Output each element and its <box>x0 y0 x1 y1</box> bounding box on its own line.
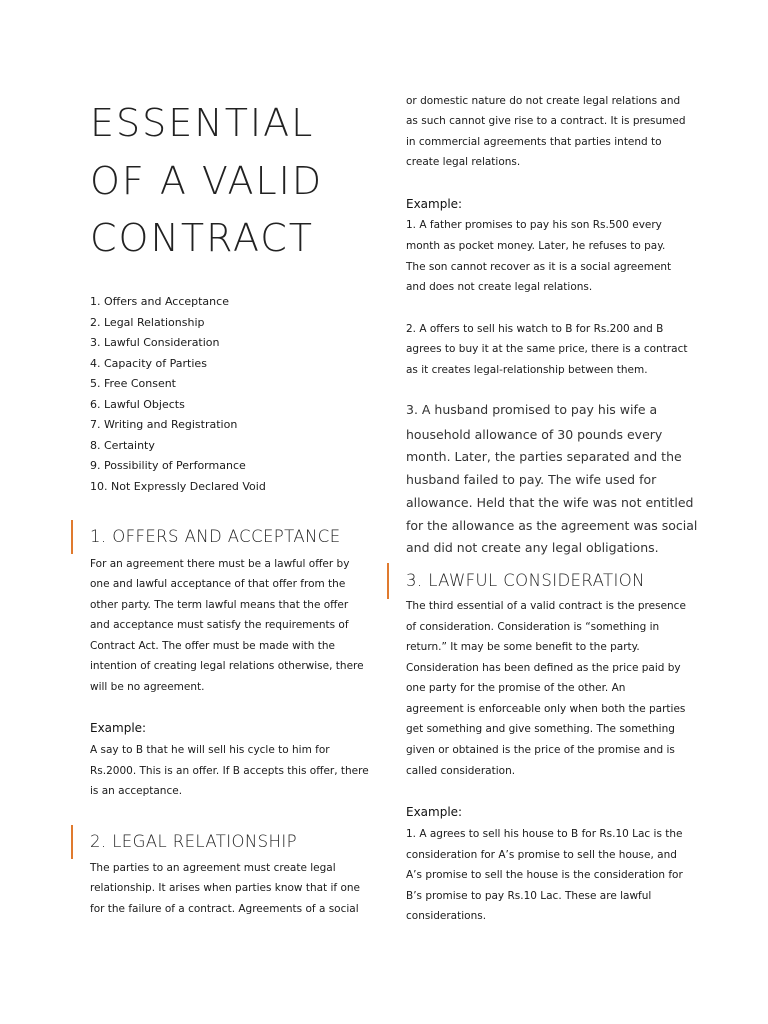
body-line: allowance. Held that the wife was not entitled <box>406 495 694 510</box>
body-line: one party for the promise of the other. An <box>406 682 626 694</box>
list-item: 2. Legal Relationship <box>90 316 205 329</box>
example-label: Example: <box>406 197 463 211</box>
body-line: one and lawful acceptance of that offer from the <box>90 578 346 590</box>
body-line: in commercial agreements that parties intend to <box>406 136 662 148</box>
body-line: Contract Act. The offer must be made with the <box>90 640 335 652</box>
body-line: month. Later, the parties separated and the <box>406 449 682 464</box>
body-line: as it creates legal-relationship between them. <box>406 364 648 376</box>
body-line: 2. A offers to sell his watch to B for Rs.200 and B <box>406 323 664 335</box>
body-line: return.” It may be some benefit to the party. <box>406 641 640 653</box>
body-line: and acceptance must satisfy the requirements of <box>90 619 349 631</box>
section-heading-offers: 1. OFFERS AND ACCEPTANCE <box>90 527 341 546</box>
section-accent-bar <box>387 563 389 599</box>
body-line: The third essential of a valid contract is the presence <box>406 600 686 612</box>
list-item: 6. Lawful Objects <box>90 398 185 411</box>
body-line: will be no agreement. <box>90 681 205 693</box>
example-label: Example: <box>406 805 463 819</box>
body-line: for the failure of a contract. Agreements of a social <box>90 903 359 915</box>
body-line: relationship. It arises when parties know that if one <box>90 882 361 894</box>
list-item: 5. Free Consent <box>90 377 176 390</box>
body-line: Consideration has been defined as the price paid by <box>406 662 681 674</box>
body-line: as such cannot give rise to a contract. It is presumed <box>406 115 686 127</box>
body-line: Rs.2000. This is an offer. If B accepts this offer, there <box>90 765 369 777</box>
section-accent-bar <box>71 825 73 859</box>
page-title-line-3: CONTRACT <box>90 216 315 260</box>
body-line: consideration for A’s promise to sell the house, and <box>406 849 677 861</box>
body-line: or domestic nature do not create legal relations and <box>406 95 681 107</box>
section-accent-bar <box>71 520 73 554</box>
list-item: 7. Writing and Registration <box>90 418 238 431</box>
list-item: 4. Capacity of Parties <box>90 357 207 370</box>
body-line: and does not create legal relations. <box>406 281 593 293</box>
body-line: get something and give something. The something <box>406 723 675 735</box>
list-item: 9. Possibility of Performance <box>90 459 246 472</box>
body-line: A say to B that he will sell his cycle to him for <box>90 744 330 756</box>
body-line: create legal relations. <box>406 156 521 168</box>
body-line: For an agreement there must be a lawful offer by <box>90 558 350 570</box>
page-title-line-2: OF A VALID <box>90 159 324 203</box>
body-line: 3. A husband promised to pay his wife a <box>406 402 658 417</box>
body-line: The parties to an agreement must create legal <box>90 862 336 874</box>
body-line: called consideration. <box>406 765 516 777</box>
body-line: household allowance of 30 pounds every <box>406 427 663 442</box>
example-label: Example: <box>90 721 147 735</box>
body-line: A’s promise to sell the house is the consideration for <box>406 869 683 881</box>
section-heading-consideration: 3. LAWFUL CONSIDERATION <box>406 571 645 590</box>
list-item: 10. Not Expressly Declared Void <box>90 480 266 493</box>
list-item: 1. Offers and Acceptance <box>90 295 229 308</box>
list-item: 3. Lawful Consideration <box>90 336 220 349</box>
body-line: intention of creating legal relations otherwise, there <box>90 660 364 672</box>
list-item: 8. Certainty <box>90 439 155 452</box>
body-line: of consideration. Consideration is “something in <box>406 621 660 633</box>
body-line: agrees to buy it at the same price, there is a contract <box>406 343 688 355</box>
body-line: month as pocket money. Later, he refuses to pay. <box>406 240 666 252</box>
body-line: 1. A agrees to sell his house to B for Rs.10 Lac is the <box>406 828 683 840</box>
body-line: for the allowance as the agreement was social <box>406 518 698 533</box>
body-line: The son cannot recover as it is a social agreement <box>406 261 672 273</box>
body-line: considerations. <box>406 910 487 922</box>
body-line: and did not create any legal obligations. <box>406 540 659 555</box>
body-line: 1. A father promises to pay his son Rs.500 every <box>406 219 662 231</box>
body-line: given or obtained is the price of the promise and is <box>406 744 675 756</box>
page-title-line-1: ESSENTIAL <box>90 101 315 145</box>
body-line: agreement is enforceable only when both the parties <box>406 703 686 715</box>
body-line: is an acceptance. <box>90 785 183 797</box>
body-line: B’s promise to pay Rs.10 Lac. These are lawful <box>406 890 652 902</box>
section-heading-legal: 2. LEGAL RELATIONSHIP <box>90 832 297 851</box>
body-line: husband failed to pay. The wife used for <box>406 472 657 487</box>
body-line: other party. The term lawful means that the offer <box>90 599 349 611</box>
